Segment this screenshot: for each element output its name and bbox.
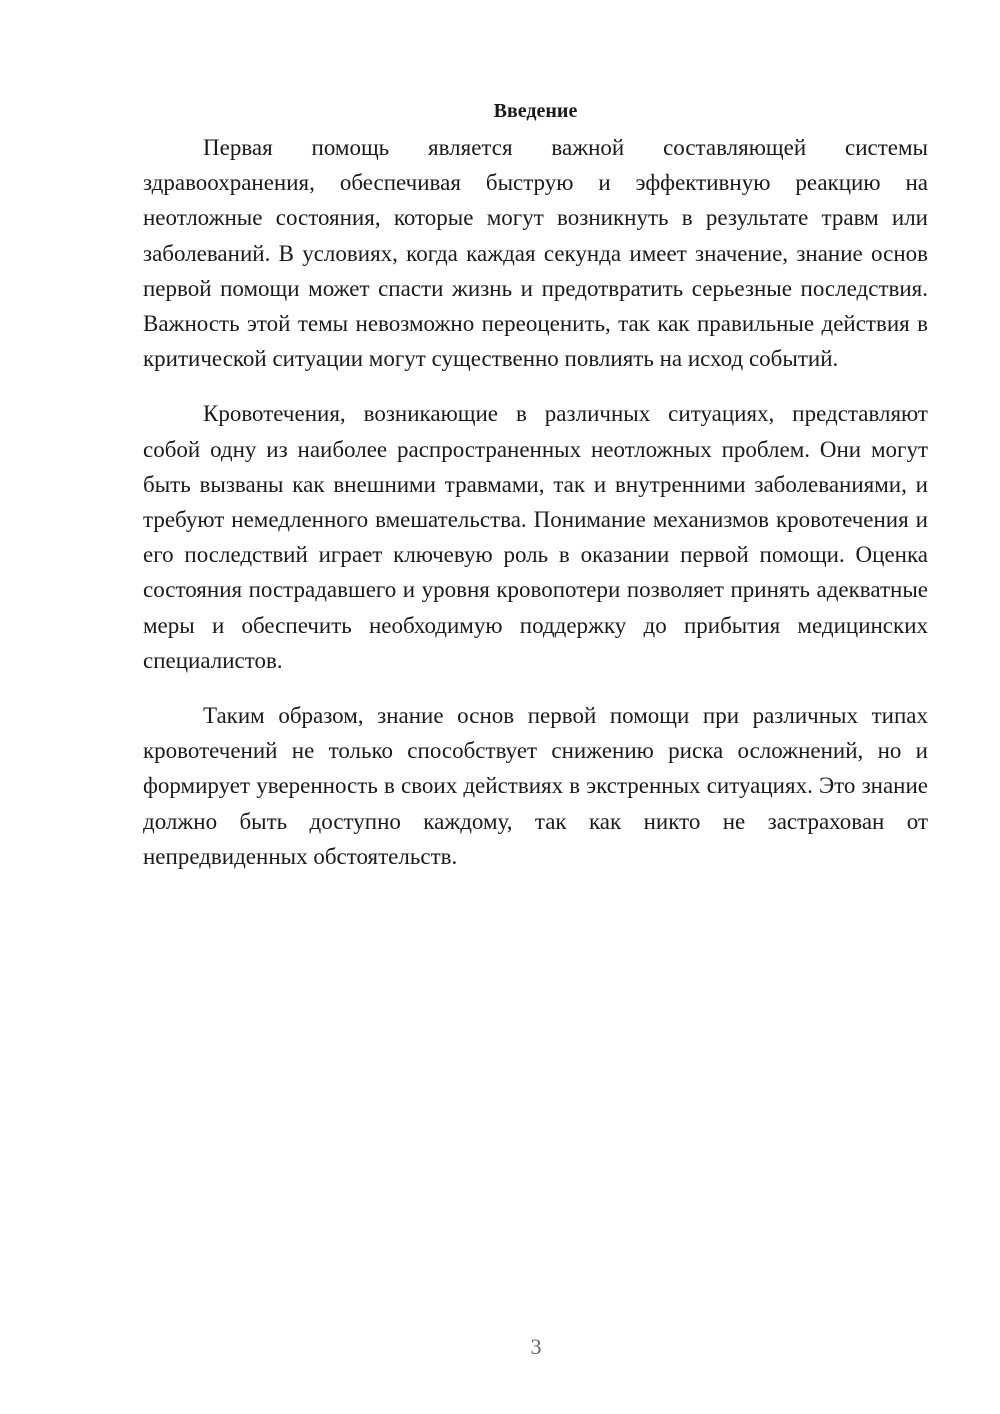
paragraph-3: Таким образом, знание основ первой помощи при различных типах кровотечений не только способствует снижению риска осложнений, но и формирует уверенность в своих действиях в экстренных ситуациях. Это знание должно быть доступно каждому, так как никто не застрахован от непредвиденных обстоятельств. — [143, 703, 928, 869]
page-content — [143, 96, 928, 874]
section-title: Введение — [493, 100, 578, 122]
paragraph-1: Первая помощь является важной составляющей системы здравоохранения, обеспечивая быструю и эффективную реакцию на неотложные состояния, которые могут возникнуть в результате травм или заболеваний. В условиях, когда каждая секунда имеет значение, знание основ первой помощи может спасти жизнь и предотвратить серьезные последствия. Важность этой темы невозможно переоценить, так как правильные действия в критической ситуации могут существенно повлиять на исход событий. — [143, 135, 928, 372]
page-number: 3 — [530, 1334, 542, 1359]
paragraph-2: Кровотечения, возникающие в различных ситуациях, представляют собой одну из наиболее распространенных неотложных проблем. Они могут быть вызваны как внешними травмами, так и внутренними заболеваниями, и требуют немедленного вмешательства. Понимание механизмов кровотечения и его последствий играет ключевую роль в оказании первой помощи. Оценка состояния пострадавшего и уровня кровопотери позволяет принять адекватные меры и обеспечить необходимую поддержку до прибытия медицинских специалистов. — [143, 401, 928, 673]
